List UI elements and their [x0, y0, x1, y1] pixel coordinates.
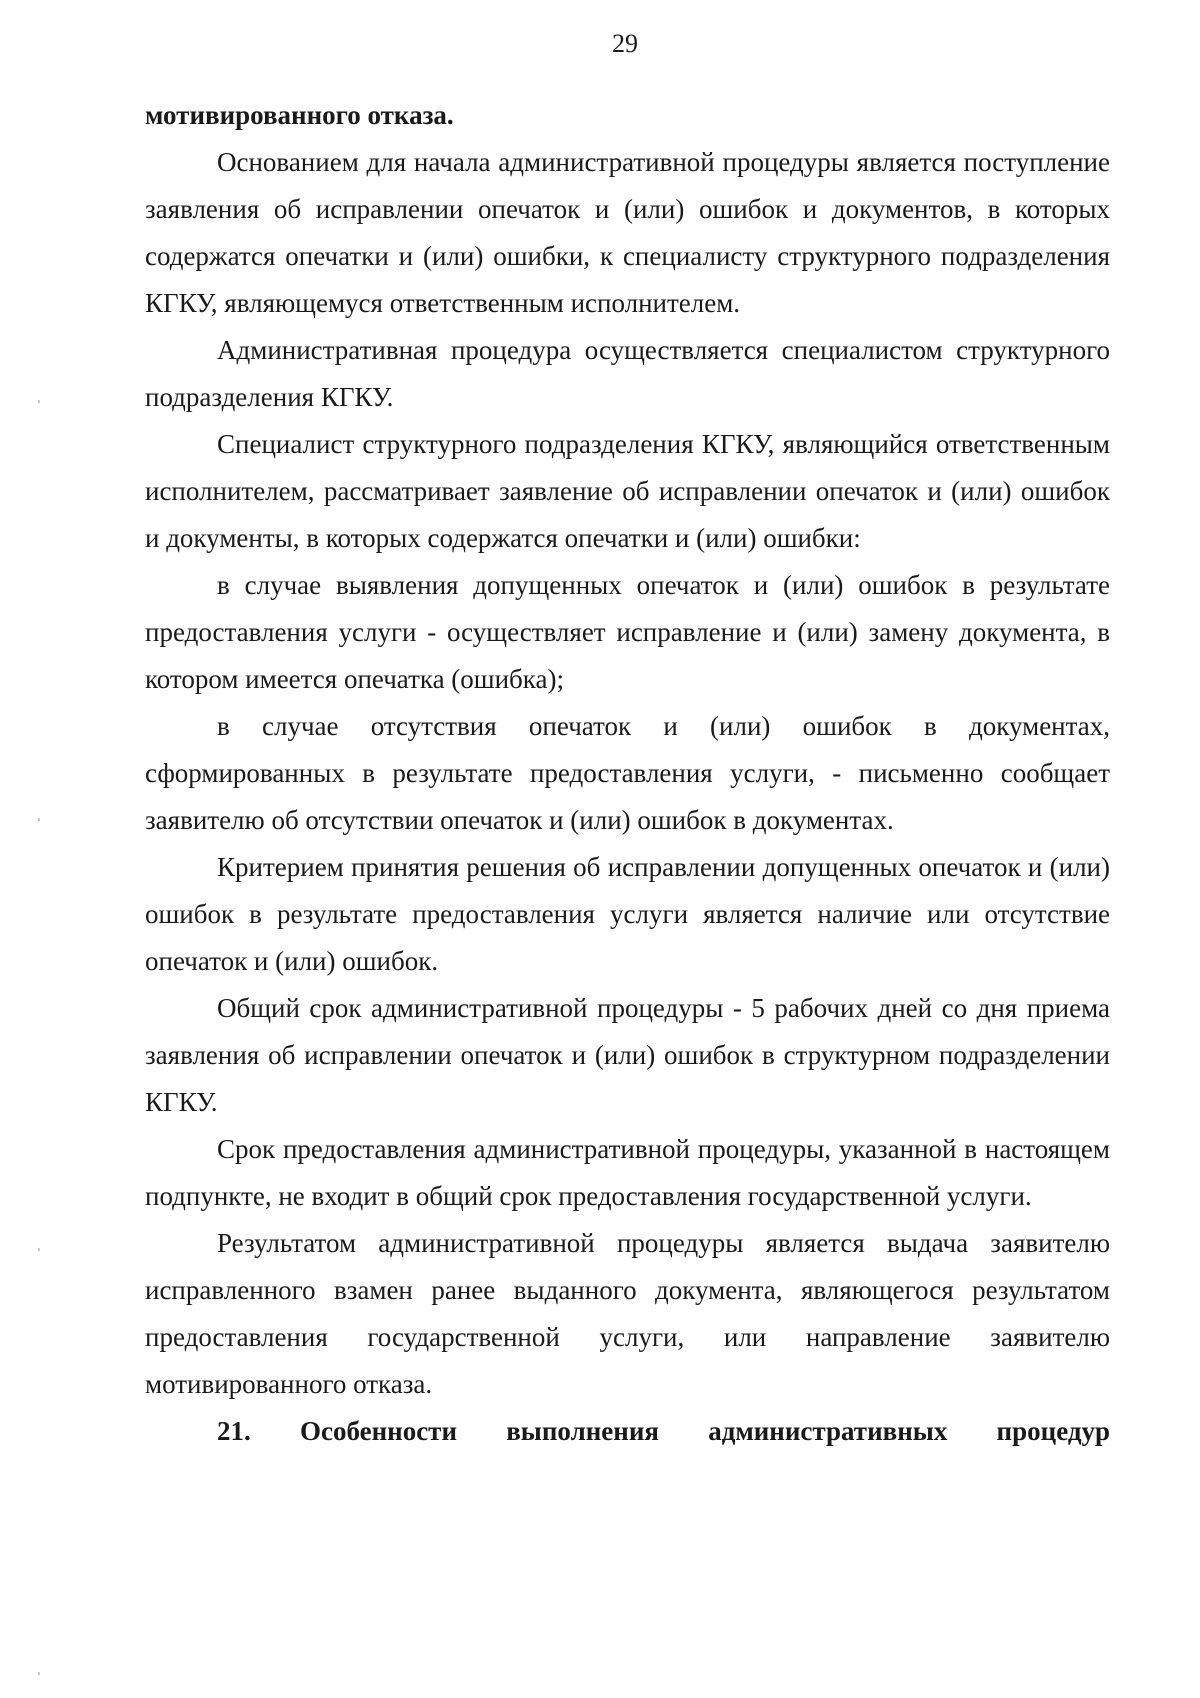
paragraph-procedure-executor: Административная процедура осуществляется специалистом структурного подразделения КГКУ.	[145, 335, 1110, 412]
paragraph-basis: Основанием для начала административной процедуры является поступление заявления об исправлении опечаток и (или) ошибок и документов, в которых содержатся опечатки и (или) ошибки, к специалисту структурного подразделения КГКУ, являющемуся ответственным исполнителем.	[145, 147, 1110, 318]
section-heading: 21. Особенности выполнения административных процедур	[217, 1416, 1110, 1446]
paragraph-criterion: Критерием принятия решения об исправлении допущенных опечаток и (или) ошибок в результате предоставления услуги является наличие или отсутствие опечаток и (или) ошибок.	[145, 852, 1110, 976]
paragraph-term-exclusion: Срок предоставления административной процедуры, указанной в настоящем подпункте, не входит в общий срок предоставления государственной услуги.	[145, 1134, 1110, 1211]
scan-artifact	[38, 400, 40, 403]
scan-artifact	[38, 1248, 40, 1251]
paragraph-continuation: мотивированного отказа.	[145, 100, 454, 130]
paragraph-specialist-review: Специалист структурного подразделения КГКУ, являющийся ответственным исполнителем, рассматривает заявление об исправлении опечаток и (или) ошибок и документы, в которых содержатся опечатки и (или) ошибки:	[145, 429, 1110, 553]
paragraph-result: Результатом административной процедуры является выдача заявителю исправленного взамен ранее выданного документа, являющегося результатом предоставления государственной услуги, или направление заявителю мотивированного отказа.	[145, 1228, 1110, 1399]
scan-artifact	[38, 818, 40, 821]
page-number: 29	[612, 29, 638, 58]
paragraph-case-errors-found: в случае выявления допущенных опечаток и (или) ошибок в результате предоставления услуги - осуществляет исправление и (или) замену документа, в котором имеется опечатка (ошибка);	[145, 570, 1110, 694]
paragraph-case-no-errors: в случае отсутствия опечаток и (или) ошибок в документах, сформированных в результате предоставления услуги, - письменно сообщает заявителю об отсутствии опечаток и (или) ошибок в документах.	[145, 711, 1110, 835]
paragraph-total-term: Общий срок административной процедуры - 5 рабочих дней со дня приема заявления об исправлении опечаток и (или) ошибок в структурном подразделении КГКУ.	[145, 993, 1110, 1117]
scan-artifact	[38, 1672, 40, 1675]
document-body	[145, 92, 1110, 1455]
